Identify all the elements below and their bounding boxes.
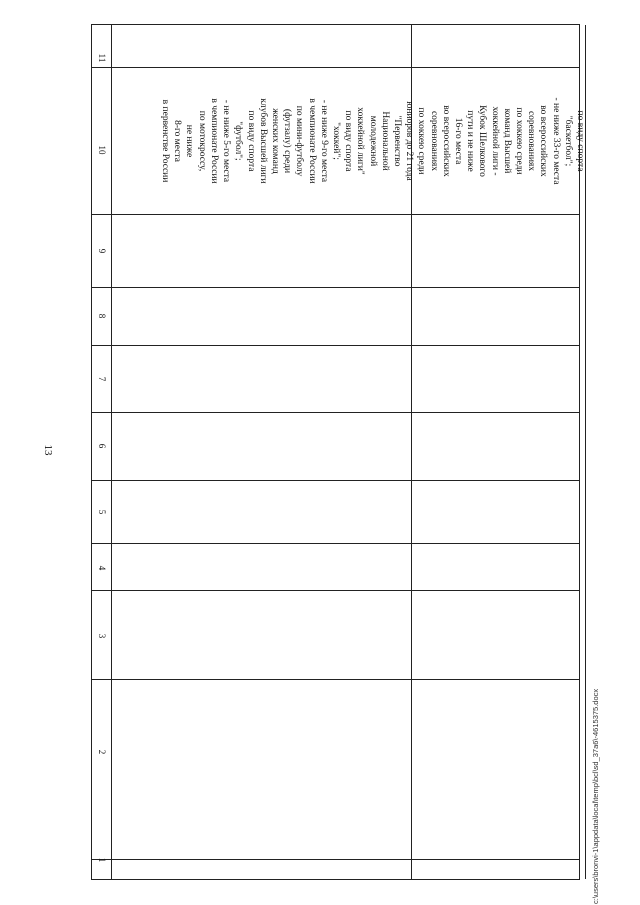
rotated-table [91,24,585,880]
cell-10-line: молодежной [367,115,378,167]
cell-10-line: команд Высшей [501,108,512,174]
cell-10-line: не ниже [184,124,195,158]
row-divider [92,345,579,346]
cell-10-line: по виду спорта [245,110,256,172]
cell-10-line: "футбол"; [233,121,244,161]
cell-10-line: в чемпионате России [306,98,317,184]
cell-10-line: - не ниже 9-го места [318,99,329,183]
column-number: 2 [97,749,107,755]
cell-10-line: - не ниже 5-го места [221,99,232,183]
cell-10-line: "хоккей"; [330,122,341,160]
cell-10-line: соревнованиях [428,110,439,172]
cell-10-line: по мотокроссу, [196,110,207,172]
column-number: 10 [97,145,107,155]
file-path-footer: c:\users\bronvi-1\appdata\local\temp\bcl\sd_37a6\-4615375.docx [591,688,600,904]
cell-10-line: во всероссийских [538,105,549,177]
cell-10-line: по мини-футболу [294,105,305,177]
row-divider [92,67,579,68]
row-divider [92,480,579,481]
cell-10-line: "Первенство [391,115,402,167]
column-number: 9 [97,248,107,254]
cell-10-line: "баскетбол"; [562,115,573,167]
column-number: 11 [97,53,107,63]
column-number: 6 [97,443,107,449]
cell-10-line: 16-го места [452,117,463,165]
column-number: 1 [97,857,107,863]
row-divider [92,679,579,680]
column-divider [111,25,112,879]
cell-10-line: соревнованиях [526,110,537,172]
cell-10-line: по виду спорта [575,110,585,172]
cell-10-area [116,70,586,212]
cell-10-line: Национальной [379,111,390,171]
row-divider [92,287,579,288]
cell-10-line: по виду спорта [343,110,354,172]
column-number: 4 [97,565,107,571]
cell-10-line: женских команд [269,108,280,174]
cell-10-line: клубов Высшей лиги [257,98,268,184]
column-number: 3 [97,633,107,639]
column-number: 8 [97,313,107,319]
row-divider [92,590,579,591]
cell-10-line: во всероссийских [440,105,451,177]
cell-10-line: (футзалу) среди [282,108,293,174]
cell-10-line: по хоккею среди [513,107,524,175]
cell-10-line: Кубок Шелкового [477,105,488,177]
page-number: 13 [42,444,54,456]
row-divider [92,543,579,544]
row-divider [92,859,579,860]
cell-10-text [116,70,586,212]
cell-10-line: в первенстве России [160,99,171,183]
cell-10-line: хоккейной лиги" [355,107,366,175]
cell-10-line: - не ниже 33-го места [550,97,561,185]
cell-10-line: пути и не ниже [465,110,476,172]
row-divider [92,412,579,413]
column-number: 5 [97,509,107,515]
cell-10-line: по хоккею среди [416,107,427,175]
cell-10-line: в чемпионате России [208,98,219,184]
cell-10-line: юниоров до 21 года [404,101,415,181]
cell-10-line: хоккейной лиги - [489,106,500,176]
column-number: 7 [97,376,107,382]
row-divider [92,214,579,215]
cell-10-line: 8-го места [172,120,183,162]
